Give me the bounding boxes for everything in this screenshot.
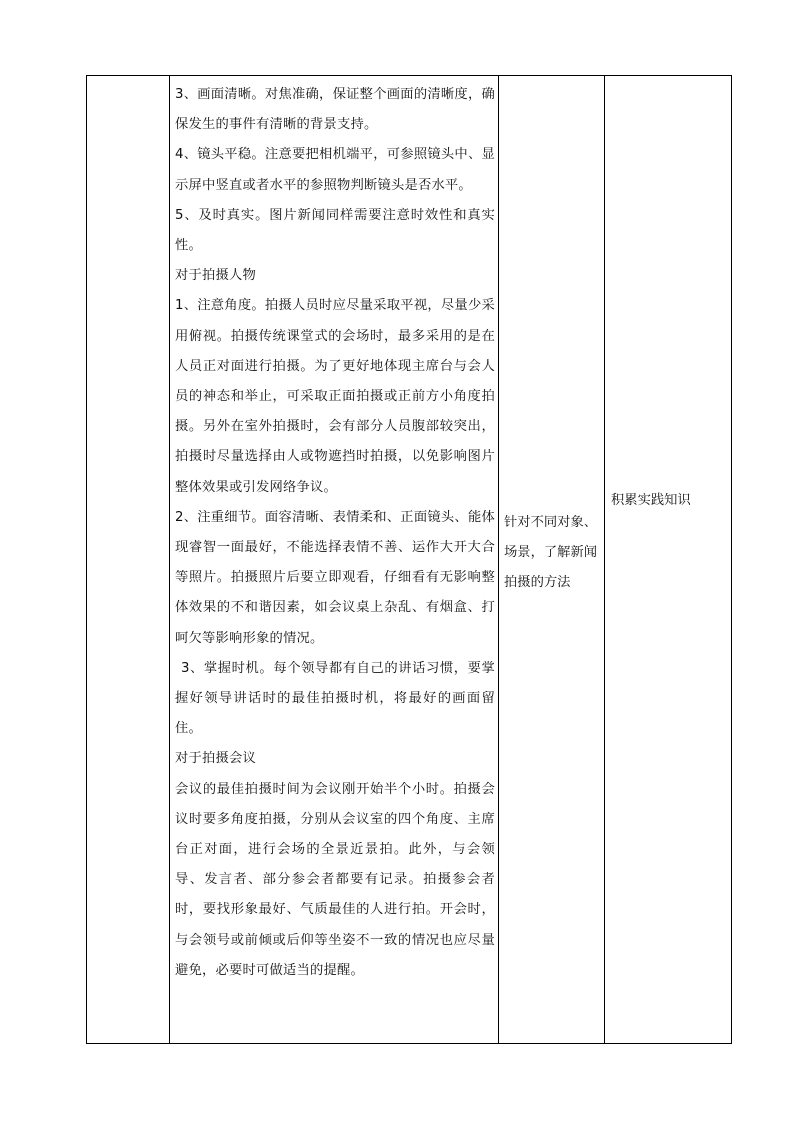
- purpose-text: 积累实践知识: [611, 492, 691, 508]
- objective-text: 针对不同对象、场景，了解新闻拍摄的方法: [504, 514, 598, 590]
- objective-cell: [499, 76, 605, 1044]
- lesson-table: [86, 75, 732, 1044]
- content-cell: [170, 76, 499, 1044]
- paragraph-stability: 4、镜头平稳。注意要把相机端平，可参照镜头中、显示屏中竖直或者水平的参照物判断镜头是否水平。: [175, 147, 495, 193]
- paragraph-timing: 3、掌握时机。每个领导都有自己的讲话习惯，要掌握好领导讲话时的最佳拍摄时机，将最好的画面留住。: [175, 660, 495, 737]
- table-row: [87, 76, 732, 1044]
- paragraph-details: 2、注重细节。面容清晰、表情柔和、正面镜头、能体现睿智一面最好，不能选择表情不善、运作大开大合等照片。拍摄照片后要立即观看，仔细看有无影响整体效果的不和谐因素，如会议桌上杂乱、有烟盒、打呵欠等影响形象的情况。: [175, 509, 495, 646]
- content-body: [175, 80, 495, 1043]
- paragraph-timeliness: 5、及时真实。图片新闻同样需要注意时效性和真实性。: [175, 207, 495, 254]
- objective-wrap: [504, 508, 602, 598]
- paragraph-meetings: 会议的最佳拍摄时间为会议刚开始半个小时。拍摄会议时要多角度拍摄，分别从会议室的四个角度、主席台正对面，进行会场的全景近景拍。此外，与会领导、发言者、部分参会者都要有记录。拍摄参会者时，要找形象最好、气质最佳的人进行拍。开会时，与会领号或前倾或后仰等坐姿不一致的情况也应尽量避免，必要时可做适当的提醒。: [175, 781, 495, 978]
- paragraph-angle: 1、注意角度。拍摄人员时应尽量采取平视，尽量少采用俯视。拍摄传统课堂式的会场时，最多采用的是在人员正对面进行拍摄。为了更好地体现主席台与会人员的神态和举止，可采取正面拍摄或正前方小角度拍摄。另外在室外拍摄时，会有部分人员腹部较突出，拍摄时尽量选择由人或物遮挡时拍摄，以免影响图片整体效果或引发网络争议。: [175, 298, 495, 495]
- heading-meetings: 对于拍摄会议: [175, 751, 256, 767]
- paragraph-clarity: 3、画面清晰。对焦准确，保证整个画面的清晰度，确保发生的事件有清晰的背景支持。: [175, 87, 495, 133]
- heading-people: 对于拍摄人物: [175, 268, 256, 284]
- empty-cell: [87, 76, 170, 1044]
- purpose-cell: [605, 76, 732, 1044]
- purpose-wrap: [611, 486, 729, 516]
